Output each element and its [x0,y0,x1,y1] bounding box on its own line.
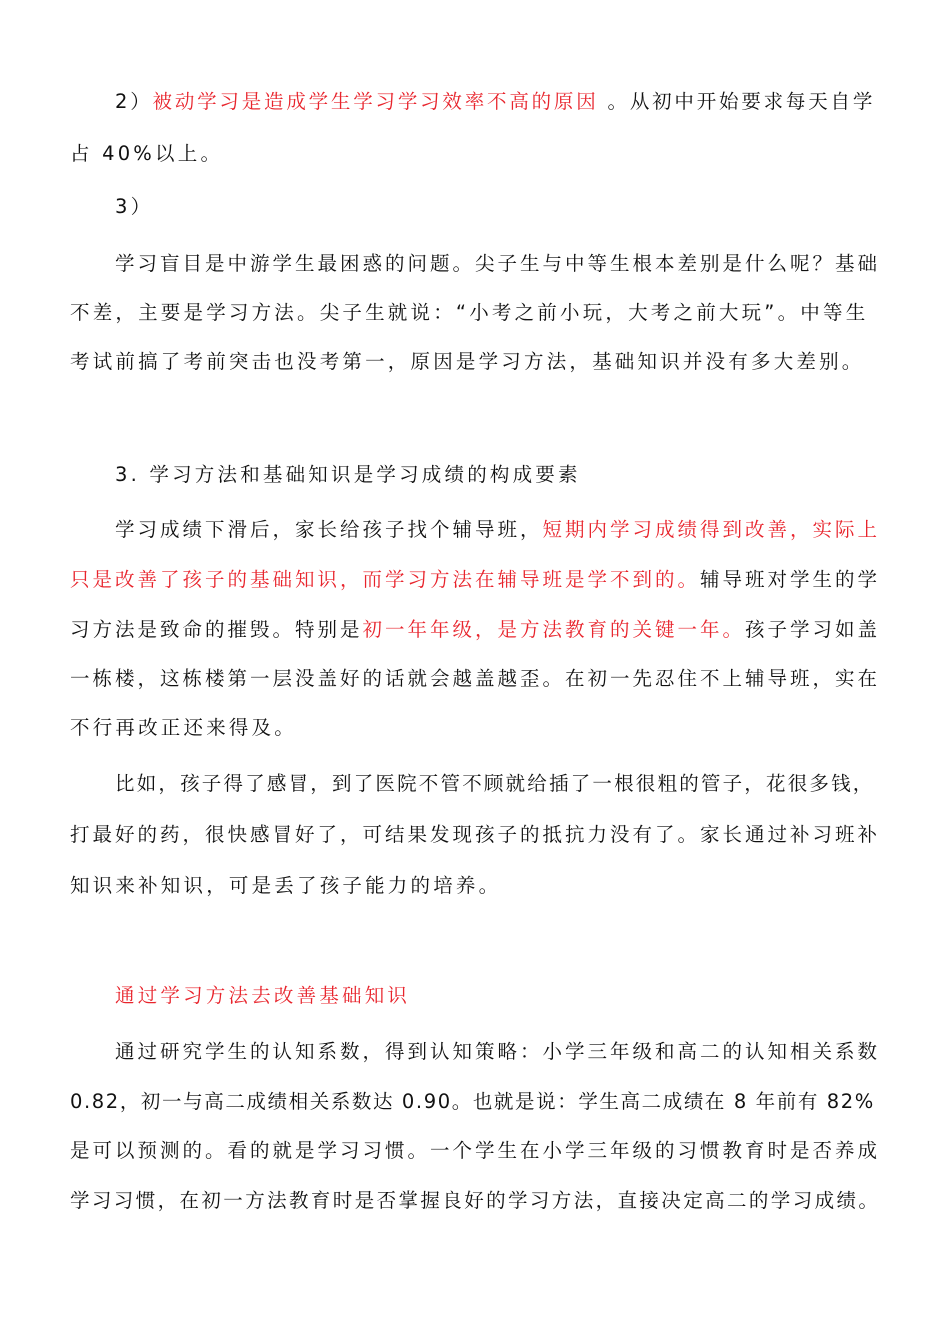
paragraph-4-line-3 [70,618,880,642]
paragraph-4-line-1 [115,518,880,542]
item-3-label: 3） [115,195,154,218]
paragraph-2-line-2: 占 40%以上。 [70,142,224,165]
section-heading-red: 通过学习方法去改善基础知识 [115,984,411,1007]
paragraph-6-line-1: 通过研究学生的认知系数，得到认知策略：小学三年级和高二的认知相关系数 [115,1040,881,1063]
highlighted-text: 短期内学习成绩得到改善，实际上 [542,518,881,541]
paragraph-6-line-4: 学习习惯，在初一方法教育时是否掌握良好的学习方法，直接决定高二的学习成绩。 [70,1189,881,1212]
highlighted-text: 只是改善了孩子的基础知识，而学习方法在辅导班是学不到的。 [70,568,701,591]
paragraph-text: 。从初中开始要求每天自学 [598,90,876,113]
paragraph-4-line-2 [70,568,880,592]
paragraph-5-line-1: 比如，孩子得了感冒，到了医院不管不顾就给插了一根很粗的管子，花很多钱， [115,772,875,795]
paragraph-6-line-2: 0.82，初一与高二成绩相关系数达 0.90。也就是说：学生高二成绩在 8 年前有 82% [70,1090,875,1113]
paragraph-2-line-1 [115,90,880,114]
paragraph-text: 习方法是致命的摧毁。特别是 [70,618,363,641]
paragraph-text: 学习成绩下滑后，家长给孩子找个辅导班， [115,518,543,541]
highlighted-text: 被动学习是造成学生学习学习效率不高的原因 [152,90,599,113]
paragraph-3-line-2: 不差，主要是学习方法。尖子生就说：“小考之前小玩，大考之前大玩”。中等生 [70,301,869,324]
paragraph-3-line-1: 学习盲目是中游学生最困惑的问题。尖子生与中等生根本差别是什么呢？基础 [115,252,881,275]
paragraph-6-line-3: 是可以预测的。看的就是学习习惯。一个学生在小学三年级的习惯教育时是否养成 [70,1139,881,1162]
paragraph-4-line-4: 一栋楼，这栋楼第一层没盖好的话就会越盖越歪。在初一先忍住不上辅导班，实在 [70,667,881,690]
paragraph-4-line-5: 不行再改正还来得及。 [70,716,298,739]
section-heading-3: 3. 学习方法和基础知识是学习成绩的构成要素 [115,463,581,486]
paragraph-text: 辅导班对学生的学 [700,568,881,591]
paragraph-5-line-3: 知识来补知识，可是丢了孩子能力的培养。 [70,874,502,897]
paragraph-5-line-2: 打最好的药，很快感冒好了，可结果发现孩子的抵抗力没有了。家长通过补习班补 [70,823,881,846]
paragraph-text: 孩子学习如盖 [745,618,881,641]
item-number: 2） [115,90,153,113]
paragraph-3-line-3: 考试前搞了考前突击也没考第一，原因是学习方法，基础知识并没有多大差别。 [70,350,865,373]
highlighted-text: 初一年年级，是方法教育的关键一年。 [362,618,746,641]
